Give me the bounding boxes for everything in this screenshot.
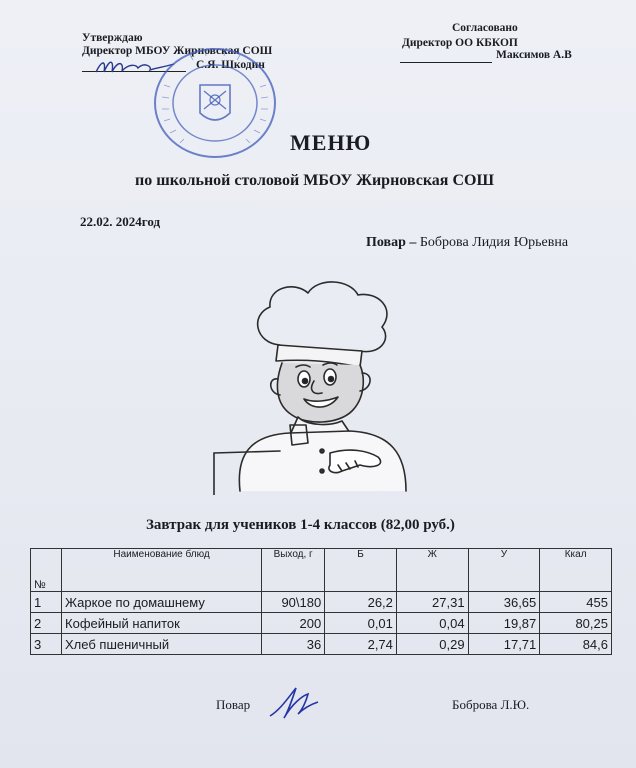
table-row bbox=[31, 613, 612, 634]
approved-position: Директор МБОУ Жирновская СОШ bbox=[82, 45, 273, 57]
page-title: МЕНЮ bbox=[290, 130, 372, 155]
chef-illustration-icon bbox=[210, 275, 425, 495]
agreed-name: Максимов А.В bbox=[496, 49, 572, 61]
table-row bbox=[31, 634, 612, 655]
col-header-num: № bbox=[31, 549, 62, 592]
dish-kcal: 84,6 bbox=[540, 634, 612, 655]
footer-cook-name: Боброва Л.Ю. bbox=[452, 697, 530, 712]
dish-protein: 26,2 bbox=[325, 592, 397, 613]
col-header-protein: Б bbox=[325, 549, 397, 592]
table-row bbox=[31, 592, 612, 613]
row-num: 1 bbox=[31, 592, 62, 613]
dish-carbs: 17,71 bbox=[468, 634, 540, 655]
table-header-row bbox=[31, 549, 612, 592]
agreement-signature-line bbox=[400, 62, 492, 63]
agreed-label: Согласовано bbox=[452, 22, 518, 34]
dish-yield: 200 bbox=[262, 613, 325, 634]
col-header-carbs: У bbox=[468, 549, 540, 592]
dish-name: Кофейный напиток bbox=[62, 613, 262, 634]
footer-cook-label: Повар bbox=[216, 697, 251, 712]
dish-kcal: 80,25 bbox=[540, 613, 612, 634]
dish-protein: 2,74 bbox=[325, 634, 397, 655]
cook-label: Повар – bbox=[366, 235, 417, 250]
row-num: 2 bbox=[31, 613, 62, 634]
menu-table bbox=[30, 548, 612, 655]
cook-signature-icon bbox=[262, 682, 324, 722]
cook-name: Боброва Лидия Юрьевна bbox=[419, 235, 569, 250]
dish-carbs: 36,65 bbox=[468, 592, 540, 613]
col-header-kcal: Ккал bbox=[540, 549, 612, 592]
page-subtitle: по школьной столовой МБОУ Жирновская СОШ bbox=[135, 172, 495, 189]
approved-name: С.Я. Шкодин bbox=[196, 59, 265, 71]
col-header-yield: Выход, г bbox=[262, 549, 325, 592]
dish-fat: 0,04 bbox=[396, 613, 468, 634]
dish-yield: 90\180 bbox=[262, 592, 325, 613]
col-header-fat: Ж bbox=[396, 549, 468, 592]
agreed-position: Директор ОО КБКОП bbox=[402, 37, 518, 49]
approved-label: Утверждаю bbox=[82, 32, 143, 44]
dish-kcal: 455 bbox=[540, 592, 612, 613]
menu-date: 22.02. 2024год bbox=[80, 214, 161, 229]
dish-name: Жаркое по домашнему bbox=[62, 592, 262, 613]
col-header-dish: Наименование блюд bbox=[62, 549, 262, 592]
dish-yield: 36 bbox=[262, 634, 325, 655]
dish-protein: 0,01 bbox=[325, 613, 397, 634]
dish-fat: 0,29 bbox=[396, 634, 468, 655]
dish-name: Хлеб пшеничный bbox=[62, 634, 262, 655]
school-seal-icon bbox=[150, 45, 280, 161]
meal-heading: Завтрак для учеников 1-4 классов (82,00 руб.) bbox=[146, 517, 455, 533]
dish-fat: 27,31 bbox=[396, 592, 468, 613]
dish-carbs: 19,87 bbox=[468, 613, 540, 634]
cook-line bbox=[366, 235, 568, 251]
row-num: 3 bbox=[31, 634, 62, 655]
